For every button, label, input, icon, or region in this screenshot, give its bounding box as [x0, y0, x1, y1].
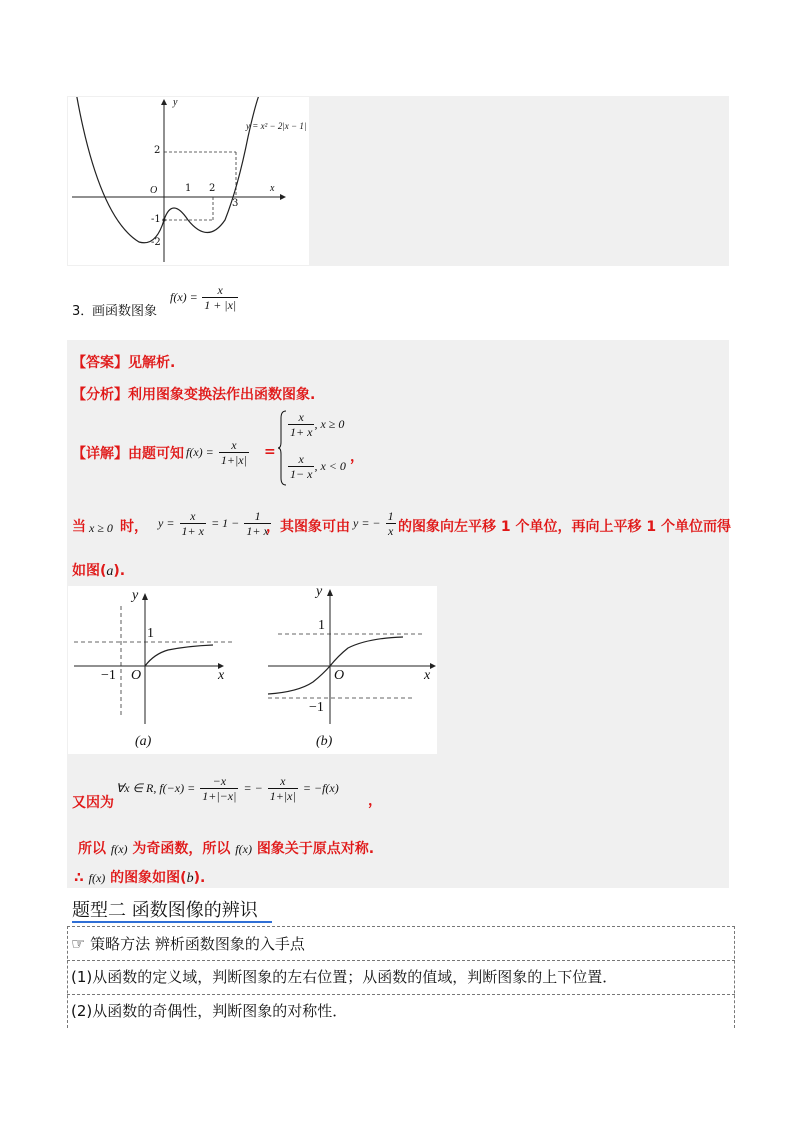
problem3-f-lhs: f(x) =	[170, 290, 198, 304]
problem3-number: 3．	[72, 304, 94, 319]
fig-b-tick-1: 1	[318, 618, 325, 633]
detail-eq: =	[264, 444, 276, 460]
also-line	[72, 772, 732, 812]
when-frac1	[180, 509, 206, 538]
graph1-xtick-2: 2	[209, 183, 216, 194]
also-formula-lhs: ∀x ∈ R, f(−x) =	[116, 781, 196, 795]
odd-line	[78, 838, 374, 858]
graph1-axis-y-label: y	[173, 97, 178, 108]
also-frac2	[268, 774, 298, 803]
fig-a-x-label: x	[218, 668, 225, 683]
graph1-y-arrow	[161, 99, 167, 105]
when-mid: = 1 −	[211, 516, 240, 530]
case2-cond: , x < 0	[314, 459, 346, 473]
odd-text3: 图象关于原点对称.	[256, 841, 375, 857]
also-den2: 1+|x|	[269, 789, 296, 803]
when-den1: 1+ x	[181, 524, 204, 538]
therefore-label: b	[186, 871, 194, 886]
also-num2: x	[268, 774, 298, 789]
piecewise-case2	[288, 452, 346, 481]
when-prefix: 当	[72, 519, 86, 535]
figures-svg	[68, 586, 437, 754]
odd-fx2: f(x)	[235, 842, 252, 856]
problem3-frac-den: 1 + |x|	[204, 298, 237, 312]
when-formula2	[353, 509, 396, 538]
problem3-formula	[170, 283, 238, 312]
graph1-ytick-neg2: -2	[151, 237, 161, 248]
detail-comma: ，	[350, 449, 364, 465]
answer-text: 见解析.	[128, 355, 176, 371]
fig-b-origin: O	[334, 668, 345, 683]
also-text: 又因为	[72, 795, 114, 811]
when-line	[72, 505, 732, 545]
section-title-text: 题型二 函数图像的辨识	[72, 900, 258, 921]
when-text2: 的图象向左平移 1 个单位，再向上平移 1 个单位而得	[398, 519, 731, 535]
strategy-item-2-text: (2)从函数的奇偶性，判断图象的对称性．	[71, 1002, 348, 1020]
section-underline	[72, 921, 272, 923]
odd-text1: 所以	[78, 841, 106, 857]
hand-pointer-icon: ☞	[71, 934, 86, 953]
detail-intro: 由题可知	[128, 446, 184, 462]
case2-num: x	[288, 452, 314, 467]
piecewise-brace	[278, 410, 288, 486]
fig-a-ref-close: ).	[113, 563, 126, 579]
strategy-title-row	[67, 926, 735, 961]
graph1-xtick-3: 3	[232, 198, 239, 209]
fig-a-curve	[145, 645, 213, 666]
graph1-ytick-2: 2	[154, 145, 161, 156]
graph1-ytick-neg1: -1	[151, 214, 161, 225]
fig-a-caption: (a)	[135, 734, 152, 749]
when-num1: x	[180, 509, 206, 524]
fig-b-caption: (b)	[316, 734, 333, 749]
strategy-item-1	[67, 961, 735, 995]
fig-b-y-label: y	[316, 584, 323, 599]
when-frac3	[386, 509, 396, 538]
therefore-line	[74, 867, 205, 887]
when-num2: 1	[244, 509, 270, 524]
when-cond: x ≥ 0	[89, 521, 113, 535]
fig-a-tick-1: 1	[147, 626, 154, 641]
piecewise-case1	[288, 410, 344, 439]
fig-a-ref-text: 如图(	[72, 563, 107, 579]
case1-num: x	[288, 410, 314, 425]
therefore-text: 的图象如图(	[110, 870, 187, 886]
detail-frac-num: x	[219, 438, 249, 453]
strategy-title: 策略方法 辨析函数图象的入手点	[90, 935, 305, 953]
odd-fx1: f(x)	[110, 842, 128, 856]
problem3-frac	[202, 283, 238, 312]
fig-a-ref-line	[72, 560, 125, 580]
when-y-eq2: y = −	[353, 516, 381, 530]
when-y-eq: y =	[158, 516, 175, 530]
case2-frac	[288, 452, 314, 481]
case1-cond: , x ≥ 0	[314, 417, 345, 431]
also-frac1	[200, 774, 238, 803]
detail-frac	[219, 438, 249, 467]
detail-f	[186, 438, 249, 467]
fig-b-tick-neg1: −1	[309, 700, 324, 715]
graph1-curve	[76, 97, 263, 243]
case1-den: 1+ x	[290, 425, 313, 439]
therefore-fx: f(x)	[88, 871, 106, 885]
problem3-frac-num: x	[202, 283, 238, 298]
when-formula1	[158, 509, 271, 538]
figures-panel	[68, 586, 437, 754]
when-den2: 1+ x	[246, 524, 269, 538]
also-num1: −x	[200, 774, 238, 789]
when-den3: x	[387, 524, 394, 538]
analysis-line	[72, 384, 315, 404]
problem3-prompt: 画函数图象	[92, 304, 158, 319]
also-den1: 1+|−x|	[202, 789, 237, 803]
graph1-xtick-1: 1	[185, 183, 192, 194]
fig-a-y-label: y	[132, 588, 139, 603]
fig-a-tick-neg1: −1	[101, 668, 116, 683]
detail-tag: 【详解】	[72, 446, 128, 462]
section-title	[72, 896, 258, 922]
odd-text2: 为奇函数，所以	[132, 841, 231, 857]
when-shi: 时，	[120, 519, 148, 535]
fig-a-ref-label: a	[106, 564, 114, 579]
strategy-item-2	[67, 995, 735, 1028]
analysis-tag: 【分析】	[72, 387, 128, 403]
graph1-axis-x-label: x	[270, 183, 275, 194]
therefore-close: ).	[193, 870, 206, 886]
detail-frac-den: 1+|x|	[220, 453, 247, 467]
also-comma: ，	[368, 793, 382, 809]
therefore-symbol: ∴	[74, 870, 84, 886]
strategy-box	[67, 926, 735, 1028]
graph1-x-arrow	[280, 194, 286, 200]
case2-den: 1− x	[290, 467, 313, 481]
fig-a-origin: O	[131, 668, 142, 683]
case1-frac	[288, 410, 314, 439]
analysis-text: 利用图象变换法作出函数图象.	[128, 387, 316, 403]
graph1-panel	[68, 97, 309, 265]
when-num3: 1	[387, 509, 394, 523]
when-text1: ，其图象可由	[266, 519, 350, 535]
also-formula	[116, 774, 339, 803]
fig-b-x-label: x	[424, 668, 431, 683]
strategy-item-1-text: (1)从函数的定义域，判断图象的左右位置；从函数的值域，判断图象的上下位置．	[71, 968, 618, 986]
graph1-equation: y = x² − 2|x − 1|	[246, 121, 307, 131]
also-end: = −f(x)	[302, 781, 339, 795]
detail-line	[72, 408, 472, 488]
graph1-origin-label: O	[150, 185, 158, 196]
answer-line	[72, 352, 175, 372]
answer-tag: 【答案】	[72, 355, 128, 371]
detail-f-lhs: f(x) =	[186, 445, 214, 459]
also-mid: = −	[243, 781, 263, 795]
